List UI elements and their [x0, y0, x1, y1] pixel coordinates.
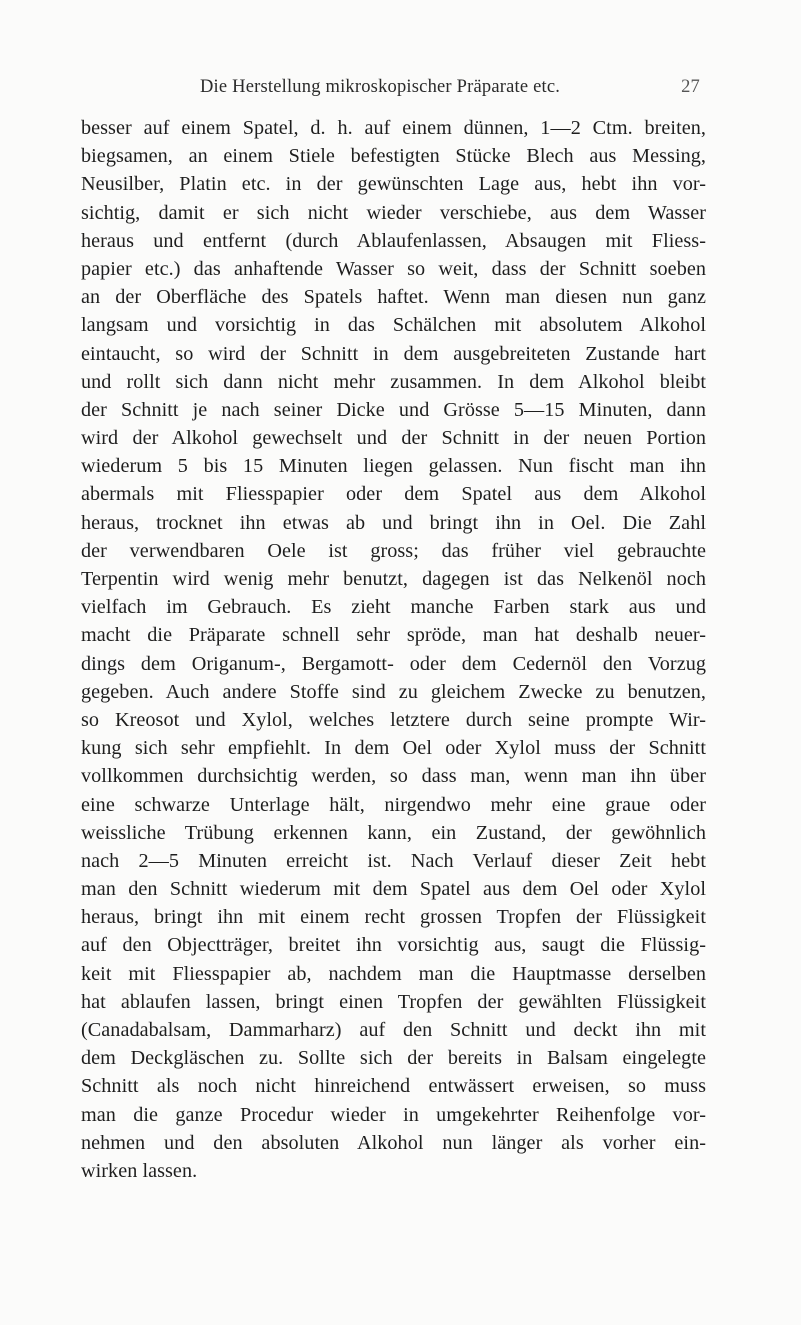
text-line: sichtig, damit er sich nicht wieder verschiebe, aus dem Wasser [81, 201, 706, 224]
text-line: nehmen und den absoluten Alkohol nun länger als vorher ein- [81, 1131, 706, 1154]
text-line: abermals mit Fliesspapier oder dem Spatel aus dem Alkohol [81, 483, 706, 506]
text-line: Terpentin wird wenig mehr benutzt, dagegen ist das Nelkenöl noch [81, 568, 706, 590]
text-line: keit mit Fliesspapier ab, nachdem man die Hauptmasse derselben [81, 962, 706, 985]
text-line: kung sich sehr empfiehlt. In dem Oel oder Xylol muss der Schnitt [81, 737, 706, 760]
page-number: 27 [681, 77, 700, 97]
running-title: Die Herstellung mikroskopischer Präparate etc. [200, 77, 561, 97]
text-line: Schnitt als noch nicht hinreichend entwässert erweisen, so muss [81, 1075, 706, 1098]
text-line: papier etc.) das anhaftende Wasser so weit, dass der Schnitt soeben [81, 257, 706, 280]
text-line: eintaucht, so wird der Schnitt in dem ausgebreiteten Zustande hart [81, 342, 706, 365]
text-line: langsam und vorsichtig in das Schälchen mit absolutem Alkohol [81, 314, 706, 337]
text-line: wirken lassen. [81, 1159, 198, 1182]
text-line: besser auf einem Spatel, d. h. auf einem dünnen, 1—2 Ctm. breiten, [81, 117, 706, 139]
text-line: nach 2—5 Minuten erreicht ist. Nach Verlauf dieser Zeit hebt [81, 849, 706, 872]
text-line: (Canadabalsam, Dammarharz) auf den Schnitt und deckt ihn mit [81, 1019, 706, 1041]
text-line: heraus, bringt ihn mit einem recht grossen Tropfen der Flüssigkeit [81, 906, 706, 929]
text-line: auf den Objectträger, breitet ihn vorsichtig aus, saugt die Flüssig- [81, 934, 706, 957]
running-head [150, 77, 700, 101]
text-line: wiederum 5 bis 15 Minuten liegen gelassen. Nun fischt man ihn [81, 455, 706, 478]
text-line: biegsamen, an einem Stiele befestigten Stücke Blech aus Messing, [81, 145, 706, 168]
text-line: macht die Präparate schnell sehr spröde, man hat deshalb neuer- [81, 624, 706, 647]
text-line: der Schnitt je nach seiner Dicke und Grösse 5—15 Minuten, dann [81, 398, 706, 421]
body-text [81, 114, 706, 1185]
text-line: so Kreosot und Xylol, welches letztere durch seine prompte Wir- [81, 708, 706, 731]
text-line: und rollt sich dann nicht mehr zusammen. In dem Alkohol bleibt [81, 370, 706, 393]
text-line: heraus und entfernt (durch Ablaufenlassen, Absaugen mit Fliess- [81, 229, 706, 252]
text-line: man die ganze Procedur wieder in umgekehrter Reihenfolge vor- [81, 1103, 706, 1126]
text-line: man den Schnitt wiederum mit dem Spatel aus dem Oel oder Xylol [81, 878, 706, 901]
text-line: gegeben. Auch andere Stoffe sind zu gleichem Zwecke zu benutzen, [81, 680, 706, 703]
text-line: vielfach im Gebrauch. Es zieht manche Farben stark aus und [81, 596, 706, 619]
text-line: wird der Alkohol gewechselt und der Schnitt in der neuen Portion [81, 427, 706, 450]
text-line: eine schwarze Unterlage hält, nirgendwo mehr eine graue oder [81, 793, 706, 816]
text-line: dem Deckgläschen zu. Sollte sich der bereits in Balsam eingelegte [81, 1047, 706, 1070]
text-line: heraus, trocknet ihn etwas ab und bringt ihn in Oel. Die Zahl [81, 511, 706, 534]
text-line: an der Oberfläche des Spatels haftet. Wenn man diesen nun ganz [81, 286, 706, 309]
text-line: vollkommen durchsichtig werden, so dass man, wenn man ihn über [81, 765, 706, 788]
text-line: Neusilber, Platin etc. in der gewünschten Lage aus, hebt ihn vor- [81, 173, 706, 196]
text-line: der verwendbaren Oele ist gross; das früher viel gebrauchte [81, 539, 706, 562]
text-line: hat ablaufen lassen, bringt einen Tropfen der gewählten Flüssigkeit [81, 990, 706, 1013]
text-line: dings dem Origanum-, Bergamott- oder dem Cedernöl den Vorzug [81, 652, 706, 675]
text-line: weissliche Trübung erkennen kann, ein Zustand, der gewöhnlich [81, 821, 706, 844]
